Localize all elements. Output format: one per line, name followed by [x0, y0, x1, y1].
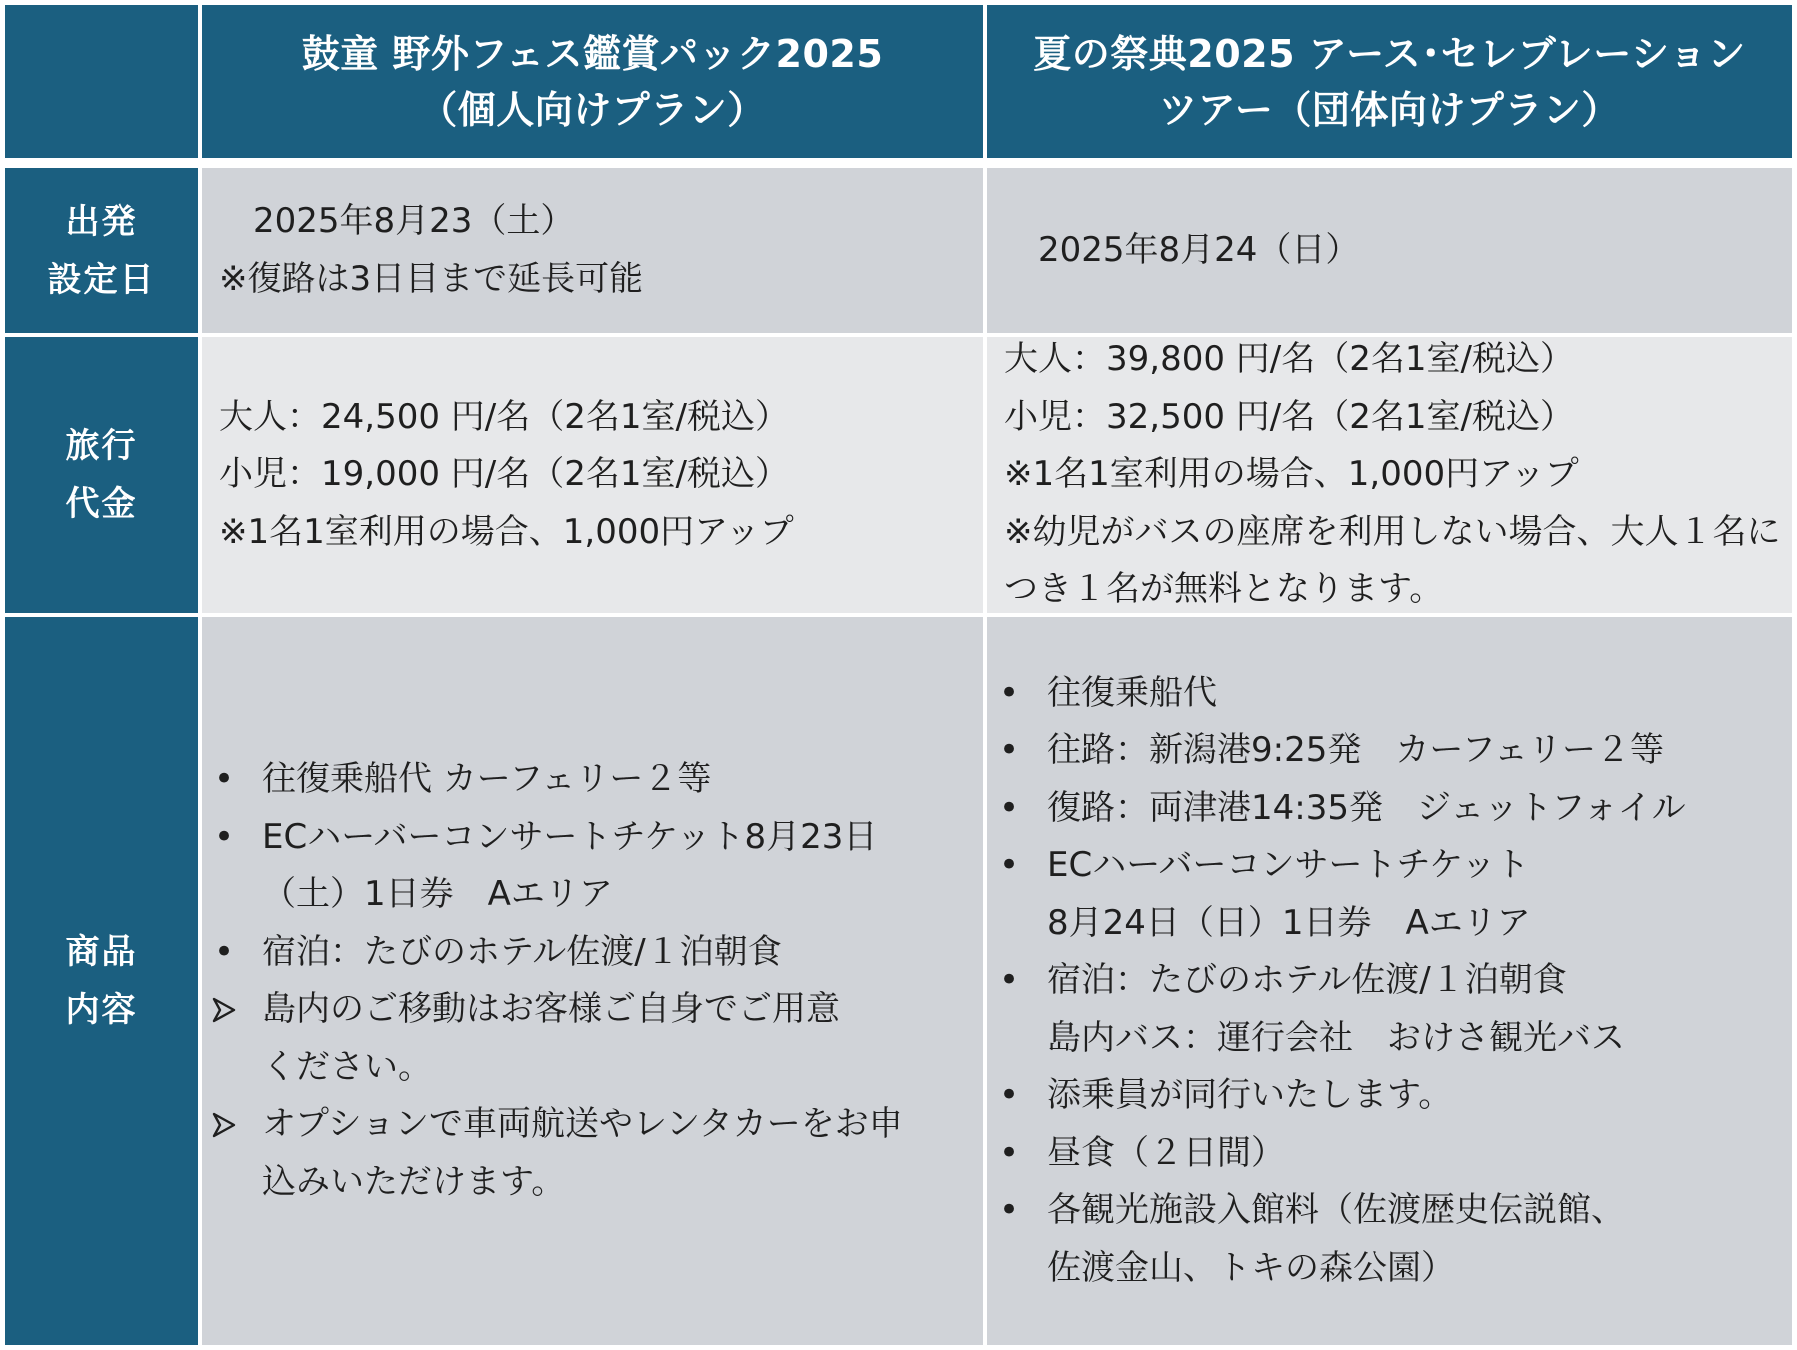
- list-item-text: 佐渡金山、トキの森公園）: [1047, 1247, 1455, 1288]
- plan2-title-line1: 夏の祭典2025 アース･セレブレーション: [1033, 31, 1746, 76]
- plan1-title-line1: 鼓童 野外フェス鑑賞パック2025: [301, 31, 884, 76]
- list-item: [999, 837, 1792, 895]
- plan2-departure-cell: [987, 168, 1792, 333]
- plan1-price-child: 小児：19,000 円/名（2名1室/税込）: [219, 454, 789, 495]
- list-item: [214, 981, 983, 1039]
- list-item-text: 往復乗船代: [1047, 672, 1217, 713]
- plan1-departure-cell: [202, 168, 983, 333]
- plan1-title-line2: （個人向けプラン）: [419, 87, 766, 132]
- plan1-contents-cell: [202, 617, 983, 1345]
- list-item-text: 添乗員が同行いたします。: [1047, 1075, 1453, 1116]
- list-item: [214, 1039, 983, 1097]
- contents-label-cell: [5, 617, 198, 1345]
- bullet-mark: •: [999, 787, 1020, 828]
- bullet-mark: •: [999, 730, 1020, 771]
- bullet-mark: •: [214, 759, 235, 799]
- list-item: [999, 952, 1792, 1010]
- list-item: [999, 1182, 1792, 1240]
- plan2-contents-list: [987, 617, 1792, 1345]
- list-item: [214, 751, 983, 809]
- list-item-text: 各観光施設入館料（佐渡歴史伝説館、: [1047, 1190, 1625, 1231]
- list-item-text: 宿泊：たびのホテル佐渡/１泊朝食: [1047, 960, 1567, 1001]
- plan1-header: [202, 5, 983, 158]
- plan1-departure-date: 2025年8月23（土）: [219, 201, 575, 241]
- list-item: [999, 780, 1792, 838]
- plan2-price-note: ※1名1室利用の場合、1,000円アップ: [1004, 454, 1579, 495]
- price-label-cell: [5, 337, 198, 613]
- plan2-price-adult: 大人：39,800 円/名（2名1室/税込）: [1004, 339, 1574, 380]
- list-item: [214, 924, 983, 982]
- bullet-mark: •: [214, 816, 235, 857]
- list-item-text: 復路：両津港14:35発 ジェットフォイル: [1047, 787, 1686, 828]
- list-item-text: 島内のご移動はお客様ご自身でご用意: [262, 989, 840, 1029]
- list-item-text: 往復乗船代 カーフェリー２等: [262, 759, 712, 799]
- list-item-text: ECハーバーコンサートチケット: [1047, 845, 1530, 886]
- list-item: [999, 1240, 1792, 1298]
- list-item-text: （土）1日券 Aエリア: [262, 874, 613, 914]
- plan2-price-cell: [987, 337, 1792, 613]
- list-item: [999, 895, 1792, 953]
- plan2-header: [987, 5, 1792, 158]
- list-item-text: 島内バス：運行会社 おけさ観光バス: [1047, 1017, 1625, 1058]
- bullet-mark: •: [214, 931, 235, 972]
- list-item-text: ECハーバーコンサートチケット8月23日: [262, 816, 878, 857]
- price-label-line2: 代金: [65, 484, 138, 524]
- bullet-mark: •: [999, 960, 1020, 1001]
- list-item: [214, 809, 983, 867]
- bullet-mark: •: [999, 672, 1020, 713]
- departure-label-cell: [5, 168, 198, 333]
- contents-label-line1: 商品: [65, 932, 138, 972]
- list-item: [999, 1067, 1792, 1125]
- plan1-price-adult: 大人：24,500 円/名（2名1室/税込）: [219, 396, 789, 437]
- plan2-contents-cell: [987, 617, 1792, 1345]
- bullet-mark: •: [999, 1132, 1020, 1173]
- departure-label-line2: 設定日: [47, 259, 156, 300]
- list-item: [999, 1010, 1792, 1068]
- list-item-text: 込みいただけます。: [262, 1161, 566, 1202]
- list-item: [999, 665, 1792, 723]
- plan2-title-line2: ツアー（団体向けプラン）: [1159, 87, 1620, 132]
- corner-header-cell: [5, 5, 198, 158]
- bullet-mark: •: [999, 1190, 1020, 1231]
- plan2-departure-date: 2025年8月24（日）: [1004, 229, 1360, 270]
- list-item-text: 宿泊：たびのホテル佐渡/１泊朝食: [262, 931, 782, 972]
- plan2-price-child: 小児：32,500 円/名（2名1室/税込）: [1004, 396, 1574, 437]
- list-item: [999, 722, 1792, 780]
- list-item-text: 8月24日（日）1日券 Aエリア: [1047, 902, 1531, 943]
- list-item-text: 昼食（２日間）: [1047, 1132, 1285, 1173]
- list-item-text: オプションで車両航送やレンタカーをお申: [262, 1104, 903, 1144]
- bullet-mark: •: [999, 845, 1020, 886]
- plan2-price-infant-note: ※幼児がバスの座席を利用しない場合、大人１名に: [1004, 511, 1781, 552]
- plan1-contents-list: [202, 617, 983, 1345]
- list-item-text: 往路：新潟港9:25発 カーフェリー２等: [1047, 730, 1664, 771]
- plan1-price-note: ※1名1室利用の場合、1,000円アップ: [219, 511, 794, 552]
- list-item: [999, 1125, 1792, 1183]
- departure-label-line1: 出発: [65, 201, 138, 242]
- plan1-departure-note: ※復路は3日目まで延長可能: [219, 258, 644, 299]
- bullet-mark: •: [999, 1075, 1020, 1116]
- list-item-text: ください。: [262, 1046, 432, 1087]
- list-item: [214, 1154, 983, 1212]
- list-item: [214, 1096, 983, 1154]
- list-item: [214, 866, 983, 924]
- price-label-line1: 旅行: [65, 426, 138, 466]
- plan2-price-infant-note-cont: つき１名が無料となります。: [1004, 569, 1444, 610]
- contents-label-line2: 内容: [65, 990, 138, 1030]
- plan1-price-cell: [202, 337, 983, 613]
